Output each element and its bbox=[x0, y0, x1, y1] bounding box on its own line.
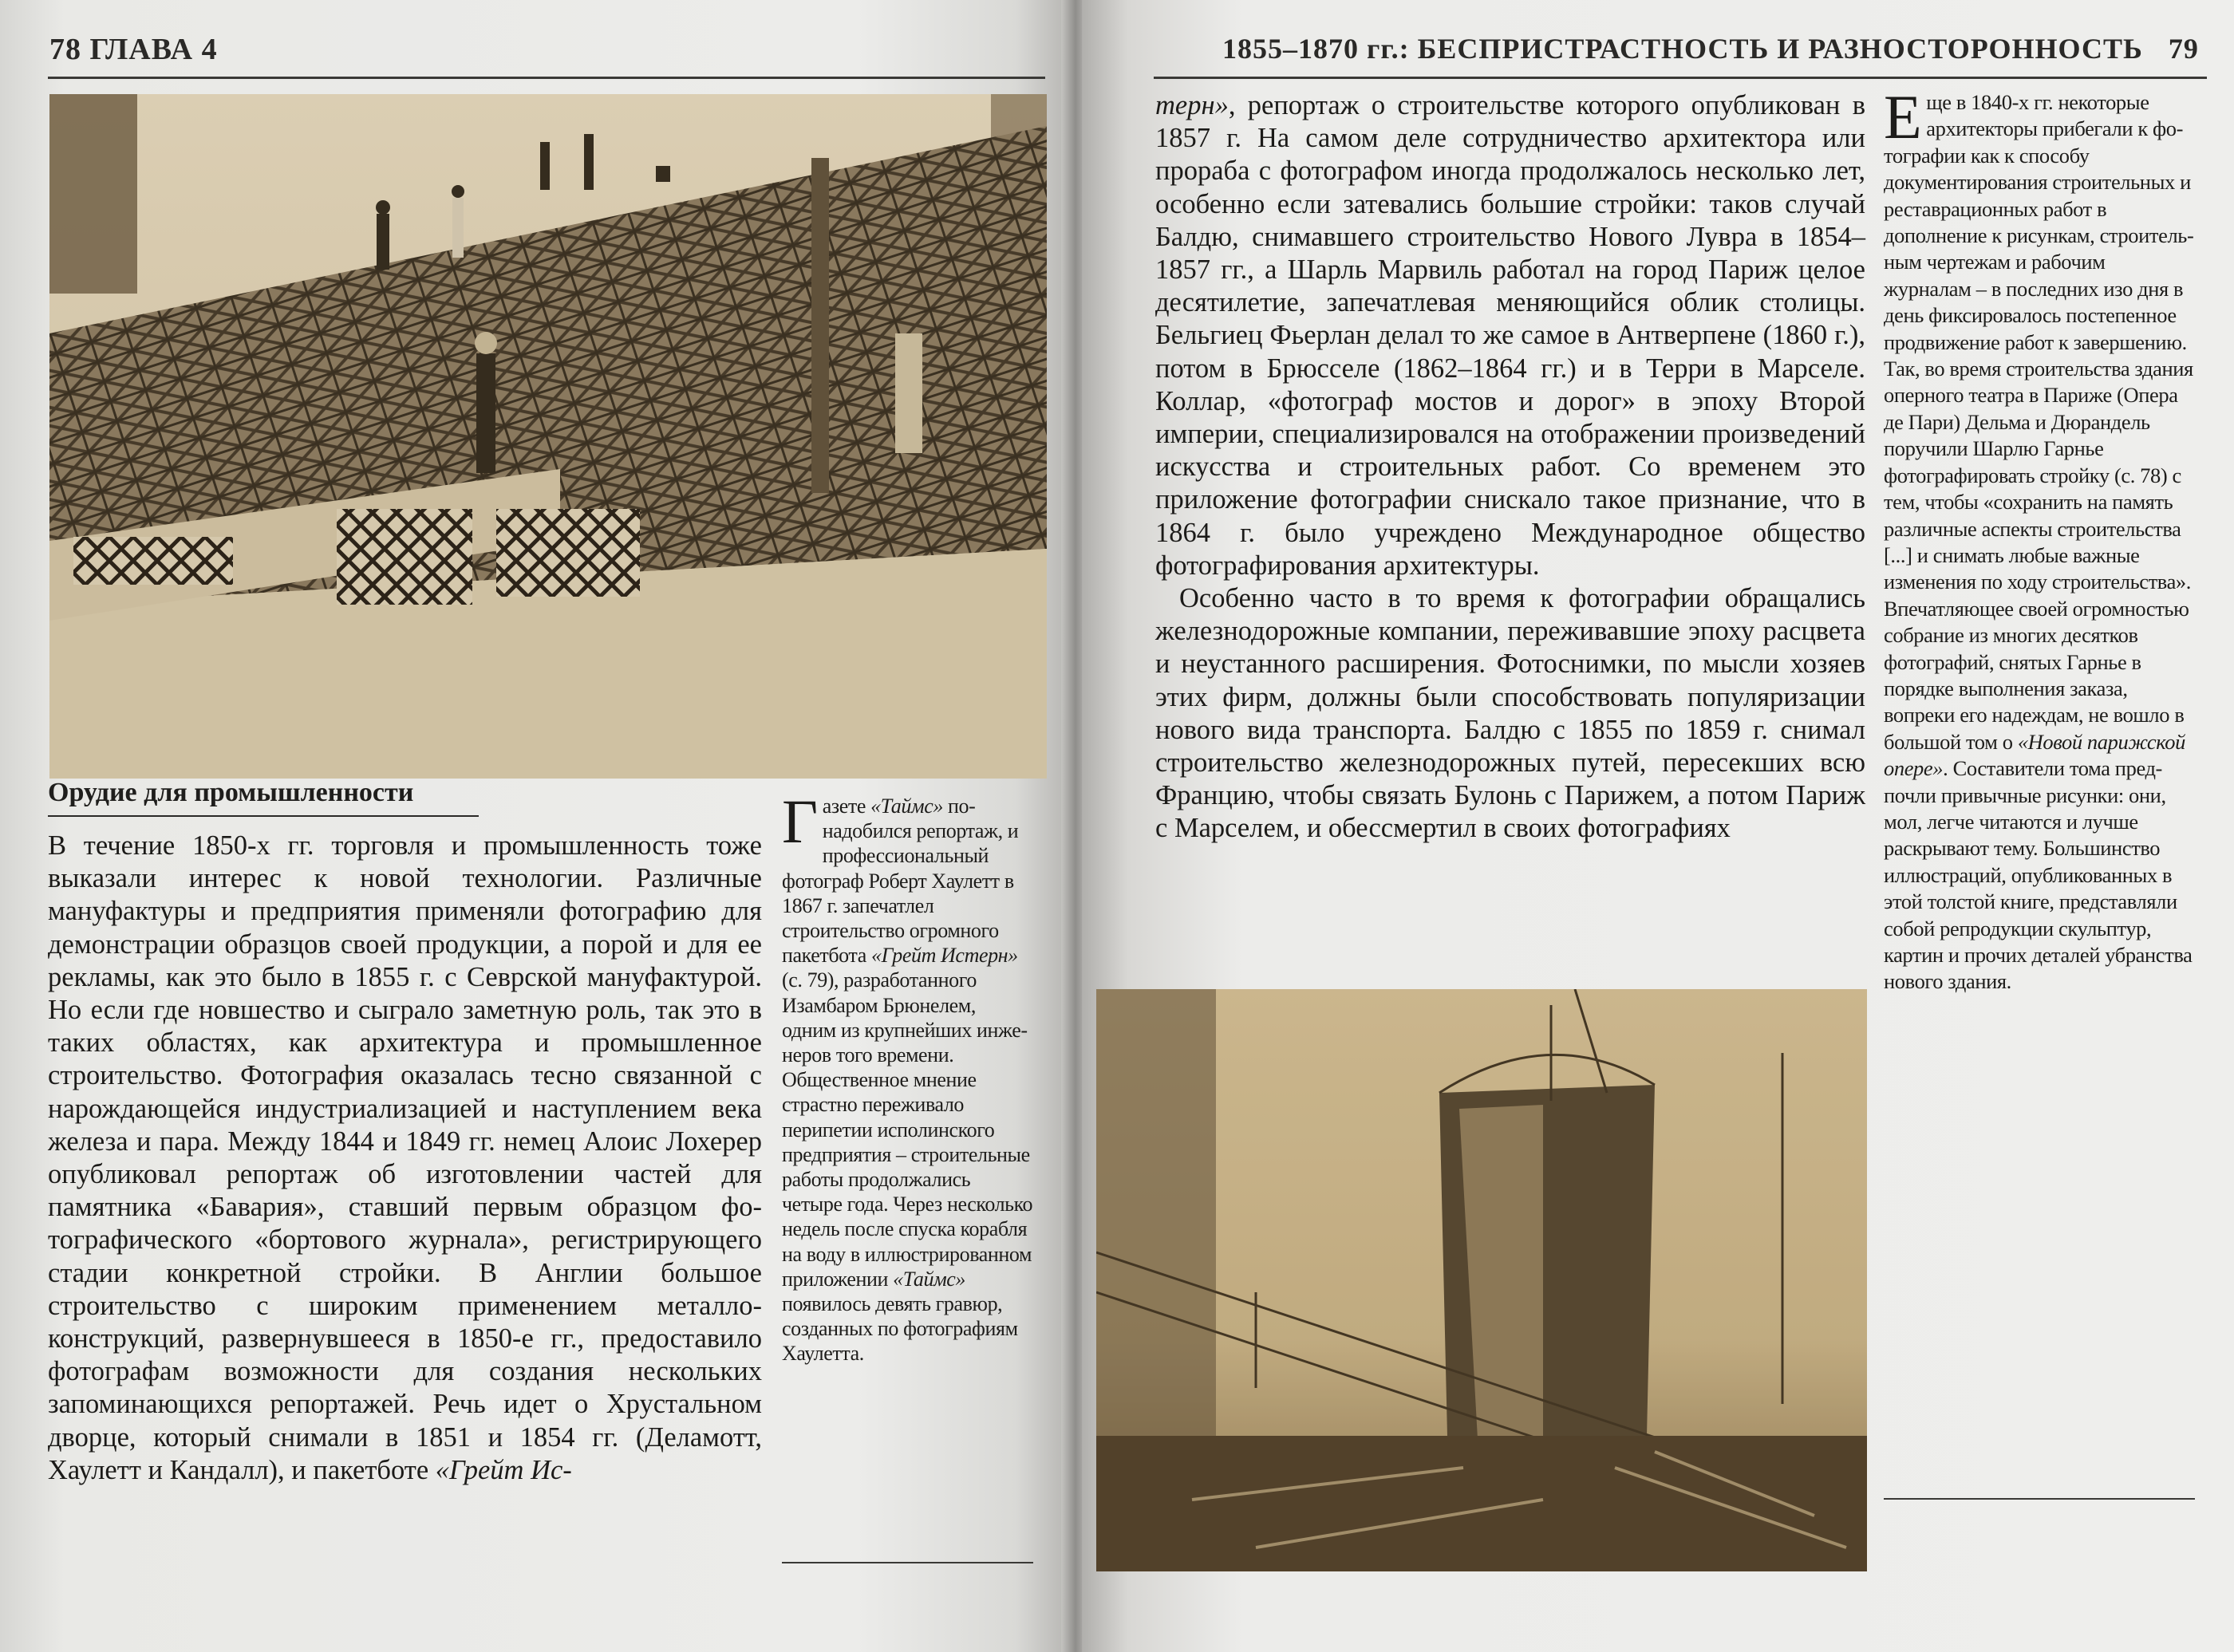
left-sidebar-italic-a: «Таймс» bbox=[870, 794, 943, 818]
right-main-italic-start: терн» bbox=[1155, 90, 1229, 120]
left-sidebar-italic-b: «Грейт Истерн» bbox=[870, 944, 1018, 968]
right-sidebar-end-rule bbox=[1884, 1498, 2195, 1500]
right-header-rule bbox=[1154, 77, 2207, 79]
right-main-text bbox=[1155, 89, 1865, 846]
left-sidebar-run-d: появилось девять гравюр, созданных по фотографиям Хаулетта. bbox=[782, 1292, 1018, 1366]
right-main-paragraph-1: , репортаж о строительстве которого опубликован в 1857 г. На самом деле сотрудничество архитектора или прораба с фотографом иногда продолжалось несколько лет, особенно если затевались большие стройки: таков случай Балдю, снимавшего строительство Нового Лувра в 1854–1857 гг., а Шарль Марвиль работал на город Париж целое десятилетие, запечатлевая меняющийся облик столицы. Бельгиец Фьерлан делал то же самое в Антверпене (1860 г.), потом в Брюсселе (1862–1864 гг.) и в Терри в Марселе. Коллар, «фотограф мостов и дорог» в эпоху Второй империи, специализировался на отображении произведений искусства и строительных работ. Со временем это приложение фотографии снискало такое признание, что в 1864 г. было учреждено Международное общество фотографирования архитектуры. bbox=[1155, 90, 1865, 581]
ship-construction-photo bbox=[1096, 989, 1867, 1571]
right-dropcap: Е bbox=[1884, 82, 1922, 152]
left-running-head: 78 ГЛАВА 4 bbox=[49, 33, 218, 66]
left-dropcap: Г bbox=[782, 787, 818, 856]
left-sidebar-run-b: понадобился репортаж, и профессиональный фотограф Роберт Хаулетт в 1867 г. запечатлел строительство огромного пакетбота bbox=[782, 794, 1019, 968]
left-header-rule bbox=[48, 77, 1045, 79]
roof-construction-photo bbox=[49, 94, 1047, 779]
left-sidebar-run-a: азете bbox=[822, 794, 866, 818]
left-sidebar-end-rule bbox=[782, 1562, 1033, 1563]
right-running-head-title: 1855–1870 гг.: БЕСПРИСТРАСТНОСТЬ И РАЗНОСТОРОННОСТЬ bbox=[1222, 33, 2143, 65]
left-page bbox=[0, 0, 1069, 1652]
right-sidebar-text bbox=[1884, 82, 2197, 996]
right-sidebar-run-a: ще в 1840-х гг. некоторые архитекторы прибегали к фотографии как к способу документирования строительных и реставрационных работ в дополнение к рисункам, строительным чертежам и рабочим журналам – в последних изо дня в день фиксировалось постепенное продвижение работ к завершению. Так, во время строительства здания оперного театра в Париже (Опера де Пари) Дельма и Дюрандель поручили Шарлю Гарнье фотографировать стройку (с. 78) с тем, чтобы «сохранить на память различные аспекты строительства [...] и снимать любые важные изменения по ходу строительства». Впечатляющее своей огромностью собрание из многих десятков фотографий, снятых Гарнье в порядке выполнения заказа, вопреки его надеждам, не вошло в большой том о bbox=[1884, 90, 2194, 754]
subheading-underline bbox=[48, 815, 479, 817]
right-main-paragraph-2: Особенно часто в то время к фотографии обращались железнодорожные компании, переживавшие эпоху расцвета и неустанного расширения. Фотоснимки, по мысли хозяев этих фирм, должны были способствовать популяризации нового вида транспорта. Балдю с 1855 по 1859 г. снимал строительство железнодорожных путей, пересекших всю Францию, чтобы связать Булонь с Парижем, а потом Париж с Марселем, и обессмертил в своих фотографиях bbox=[1155, 583, 1865, 844]
right-page bbox=[1082, 0, 2234, 1652]
left-sidebar-italic-c: «Таймс» bbox=[893, 1267, 966, 1291]
right-sidebar-run-b: . Составители тома предпочли привычные рисунки: они, мол, легче читаются и лучше раскрывают тему. Большинство иллюстраций, опубликованных в этой толстой книге, представляли собой репродукции скульптур, картин и прочих деталей убранства нового здания. bbox=[1884, 756, 2193, 994]
right-page-number: 79 bbox=[2168, 33, 2199, 65]
left-main-italic-end: «Грейт Ис- bbox=[435, 1454, 572, 1485]
section-subheading: Орудие для промышленности bbox=[48, 778, 414, 807]
left-sidebar-text bbox=[782, 787, 1033, 1366]
right-sidebar-italic-a: «Новой парижской опере» bbox=[1884, 729, 2185, 781]
left-sidebar-run-c: (с. 79), разработанного Изамбаром Брюнелем, одним из крупнейших инженеров того времени. Общественное мнение страстно переживало перипетии исполинского предприятия – строительные работы продолжались четыре года. Через несколько недель после спуска корабля на воду в иллюстрированном приложении bbox=[782, 968, 1033, 1291]
left-main-paragraph: В течение 1850-х гг. торговля и промышленность тоже выказали интерес к новой технологии. Различные мануфактуры и предприятия применяли фотографию для демонстрации образцов своей продукции, а порой и для ее рекламы, как это было в 1855 г. с Севрской мануфактурой. Но если где новшество и сыграло заметную роль, так это в таких областях, как архитектура и промышленное строительство. Фотография оказалась тесно связанной с нарождающейся индустриализацией и наступлением века железа и пара. Между 1844 и 1849 гг. немец Алоис Лохерер опубликовал репортаж об изготовлении частей для памятника «Бавария», ставший первым образцом фотографического «бортового журнала», регистрирующего стадии конкретной стройки. В Англии большое строительство с широким применением металлоконструкций, развернувшееся в 1850-е гг., предоставило фотографам возможности для создания нескольких запоминающихся репортажей. Речь идет о Хрустальном дворце, который снимали в 1851 и 1854 гг. (Деламотт, Хаулетт и Кандалл), и пакетботе bbox=[48, 830, 762, 1485]
left-main-text bbox=[48, 830, 762, 1487]
right-running-head bbox=[1222, 32, 2199, 65]
